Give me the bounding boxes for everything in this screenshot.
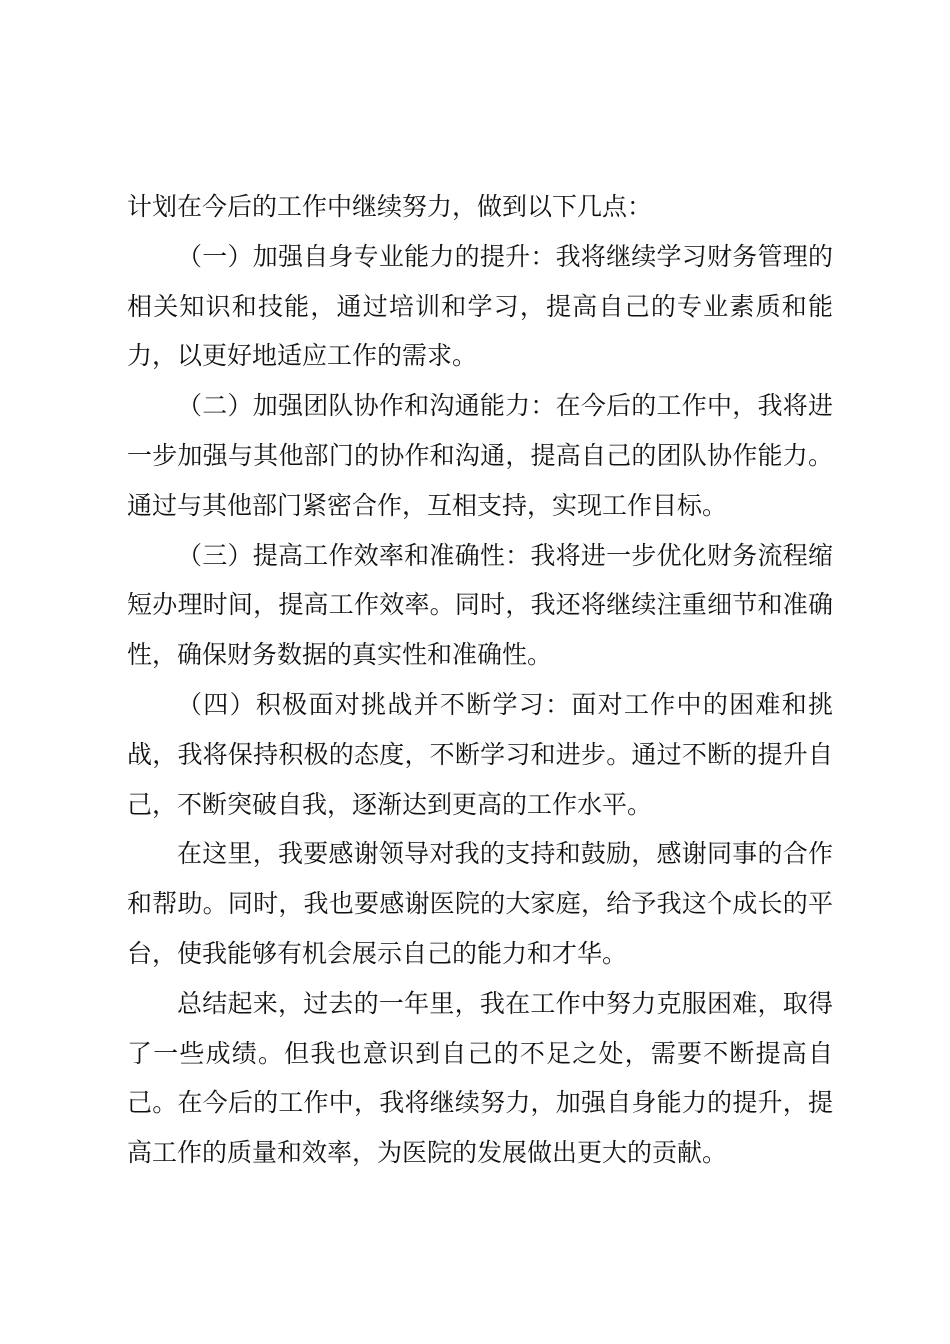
paragraph-point-2: （二）加强团队协作和沟通能力：在今后的工作中，我将进一步加强与其他部门的协作和沟通，提高自己的团队协作能力。通过与其他部门紧密合作，互相支持，实现工作目标。 <box>127 391 833 520</box>
paragraph-intro: 计划在今后的工作中继续努力，做到以下几点： <box>127 192 653 221</box>
paragraph-thanks: 在这里，我要感谢领导对我的支持和鼓励，感谢同事的合作和帮助。同时，我也要感谢医院的大家庭，给予我这个成长的平台，使我能够有机会展示自己的能力和才华。 <box>127 839 833 968</box>
document-body <box>127 182 833 1178</box>
paragraph-point-3: （三）提高工作效率和准确性：我将进一步优化财务流程缩短办理时间，提高工作效率。同时，我还将继续注重细节和准确性，确保财务数据的真实性和准确性。 <box>127 540 833 670</box>
paragraph-point-1: （一）加强自身专业能力的提升：我将继续学习财务管理的相关知识和技能，通过培训和学习，提高自己的专业素质和能力，以更好地适应工作的需求。 <box>127 241 833 371</box>
paragraph-point-4: （四）积极面对挑战并不断学习：面对工作中的困难和挑战，我将保持积极的态度，不断学习和进步。通过不断的提升自己，不断突破自我，逐渐达到更高的工作水平。 <box>127 689 833 819</box>
paragraph-summary: 总结起来，过去的一年里，我在工作中努力克服困难，取得了一些成绩。但我也意识到自己的不足之处，需要不断提高自己。在今后的工作中，我将继续努力，加强自身能力的提升，提高工作的质量和效率，为医院的发展做出更大的贡献。 <box>127 988 833 1168</box>
